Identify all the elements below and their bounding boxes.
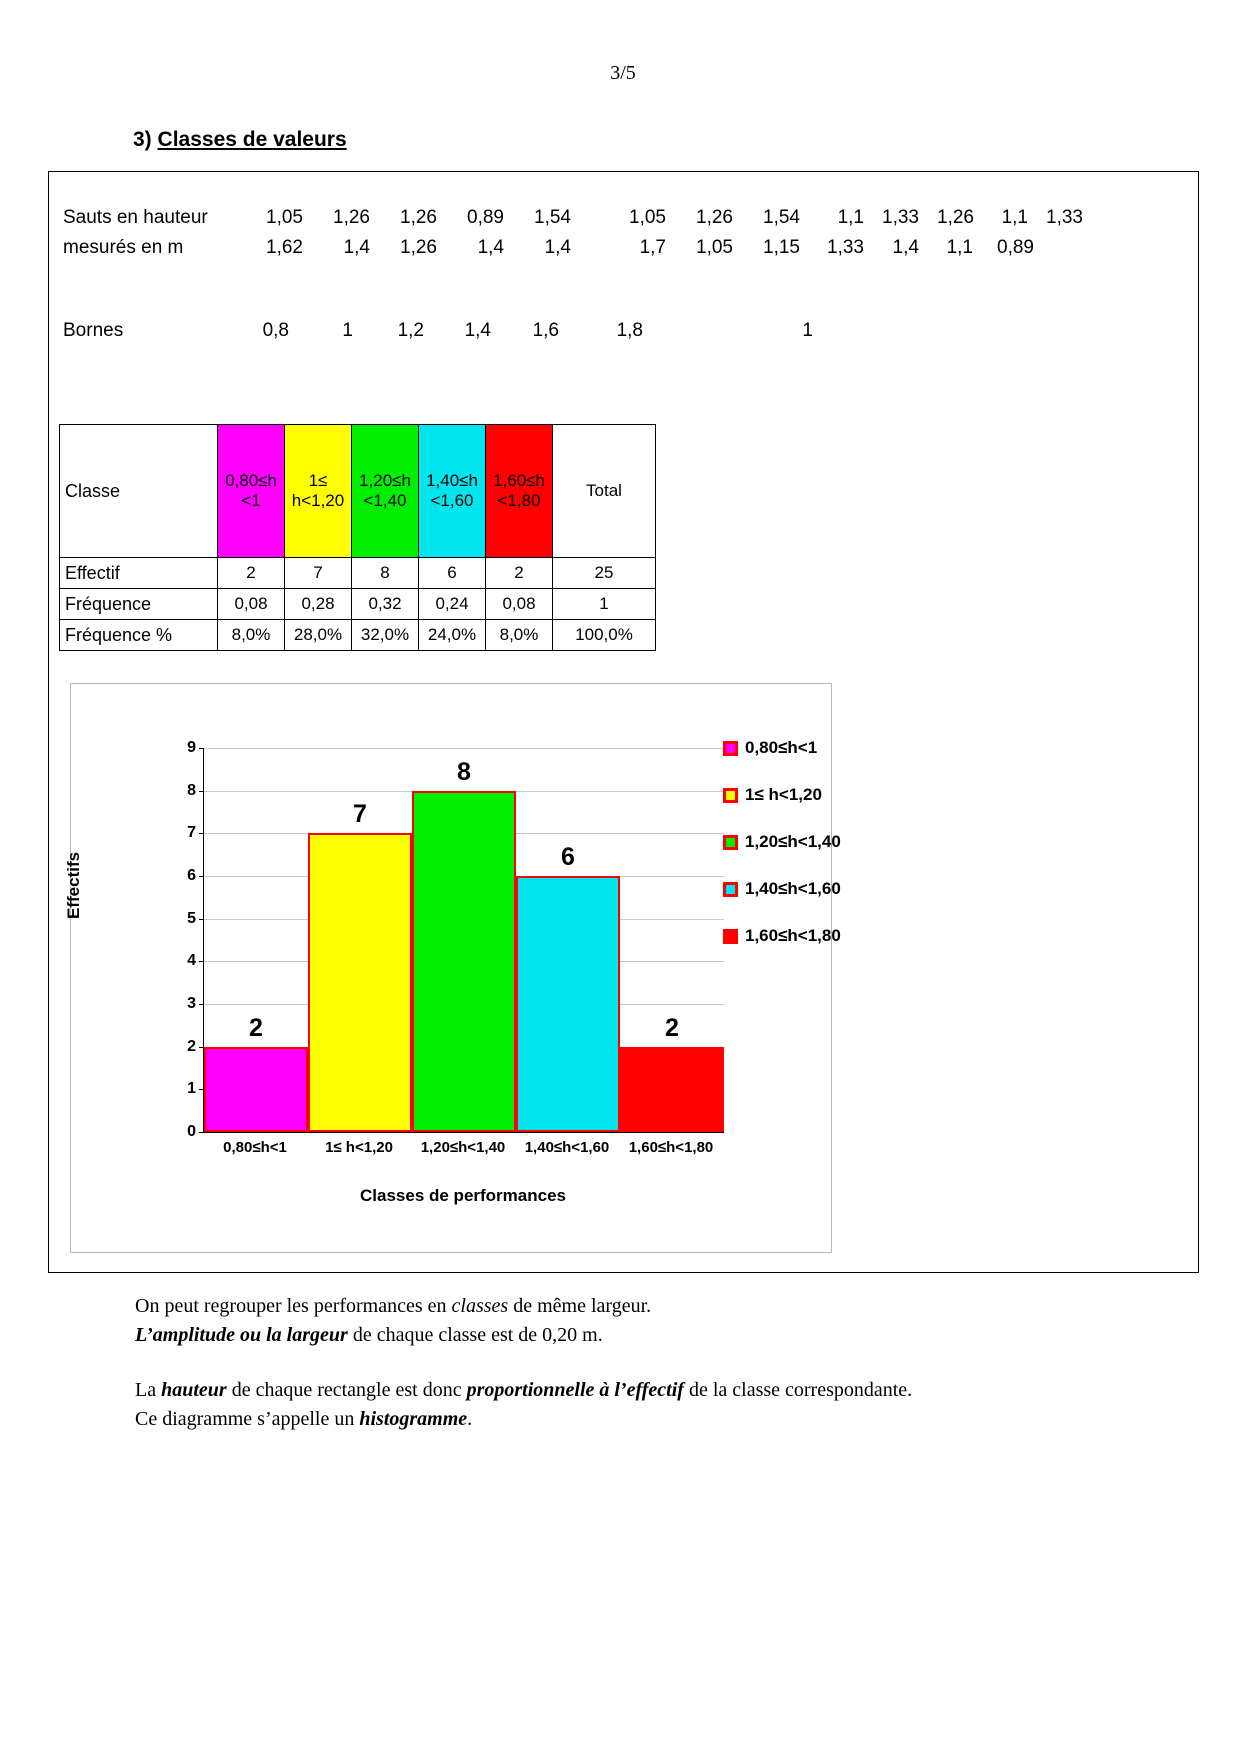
bar[interactable] — [308, 833, 412, 1132]
raw-data-row-2-label: mesurés en m — [63, 237, 184, 258]
x-tick-label: 1,20≤h<1,40 — [420, 1139, 506, 1156]
bars-group — [204, 748, 724, 1132]
legend-label: 1,60≤h<1,80 — [745, 926, 841, 945]
raw-value: 1,26 — [333, 207, 370, 228]
effectif-cell: 6 — [419, 558, 486, 589]
legend-label: 1,40≤h<1,60 — [745, 879, 841, 898]
x-axis-title: Classes de performances — [360, 1186, 566, 1205]
row-label-frequence: Fréquence — [60, 589, 218, 620]
class-range-line1: 0,80≤h — [225, 471, 277, 491]
bornes-value: 1,4 — [464, 320, 491, 341]
bornes-value: 1,8 — [616, 320, 643, 341]
frequence-cell: 0,28 — [285, 589, 352, 620]
bornes-value: 1,2 — [397, 320, 424, 341]
legend-label: 0,80≤h<1 — [745, 738, 818, 757]
raw-value: 1,54 — [763, 207, 800, 228]
effectif-total: 25 — [553, 558, 656, 589]
frequence-pct-cell: 24,0% — [419, 620, 486, 651]
prose-text: Ce diagramme s’appelle un — [135, 1408, 360, 1430]
legend-item[interactable] — [723, 785, 923, 832]
raw-value: 1,4 — [477, 237, 504, 258]
raw-value: 1,15 — [763, 237, 800, 258]
bar[interactable] — [620, 1047, 724, 1132]
table-row-frequence-pct — [60, 620, 656, 651]
raw-value: 1,33 — [1046, 207, 1083, 228]
prose-text: de la classe correspondante. — [683, 1379, 913, 1401]
class-range-line2: h<1,20 — [291, 491, 345, 510]
bornes-value: 1 — [342, 320, 353, 341]
frequence-pct-cell: 32,0% — [352, 620, 419, 651]
class-header-cell — [285, 425, 352, 558]
raw-value: 1,1 — [946, 237, 973, 258]
x-tick-label: 1,40≤h<1,60 — [524, 1139, 610, 1156]
prose-text: de chaque classe est de 0,20 m. — [347, 1324, 603, 1346]
bornes-row — [63, 320, 1193, 350]
classes-table — [59, 424, 656, 651]
class-range-line2: <1 — [241, 491, 261, 510]
raw-value: 1,4 — [544, 237, 571, 258]
prose-line-3 — [135, 1376, 1135, 1405]
frequence-pct-cell: 8,0% — [486, 620, 553, 651]
y-tick-label: 3 — [187, 995, 196, 1012]
raw-value: 1,26 — [937, 207, 974, 228]
section-number: 3) — [133, 128, 152, 151]
class-header-cell — [486, 425, 553, 558]
prose-spacer — [135, 1350, 1135, 1376]
frequence-pct-total: 100,0% — [553, 620, 656, 651]
legend-label: 1≤ h<1,20 — [745, 785, 822, 804]
bar[interactable] — [204, 1047, 308, 1132]
prose-line-1 — [135, 1292, 1135, 1321]
class-range-line2: <1,80 — [497, 491, 541, 510]
raw-value: 0,89 — [997, 237, 1034, 258]
table-row-classe — [60, 425, 656, 558]
effectif-cell: 7 — [285, 558, 352, 589]
raw-value: 1,33 — [827, 237, 864, 258]
chart-legend — [723, 738, 923, 973]
row-label-classe: Classe — [60, 425, 218, 558]
bar-value-label: 8 — [457, 757, 471, 786]
class-range-line2: <1,60 — [430, 491, 474, 510]
prose-emph: histogramme — [359, 1408, 468, 1430]
row-label-effectif: Effectif — [60, 558, 218, 589]
frequence-cell: 0,32 — [352, 589, 419, 620]
class-header-cell — [352, 425, 419, 558]
prose-text: de même largeur. — [508, 1295, 652, 1317]
bar-value-label: 2 — [249, 1013, 263, 1042]
legend-swatch-icon — [723, 835, 738, 850]
frequence-pct-cell: 28,0% — [285, 620, 352, 651]
prose-text: La — [135, 1379, 162, 1401]
legend-swatch-icon — [723, 741, 738, 756]
legend-item[interactable] — [723, 926, 923, 973]
plot-area — [187, 739, 724, 1140]
raw-value: 1,26 — [400, 207, 437, 228]
raw-value: 1,33 — [882, 207, 919, 228]
raw-value: 1,05 — [629, 207, 666, 228]
effectif-cell: 2 — [486, 558, 553, 589]
y-tick-label: 7 — [187, 824, 196, 842]
raw-value: 1,54 — [534, 207, 571, 228]
bar[interactable] — [412, 791, 516, 1132]
prose-emph: proportionnelle à l’effectif — [466, 1379, 684, 1401]
legend-item[interactable] — [723, 879, 923, 926]
explanatory-text — [135, 1292, 1135, 1434]
bornes-value: 1,6 — [532, 320, 559, 341]
raw-data-row-1 — [63, 207, 1193, 237]
table-row-effectif — [60, 558, 656, 589]
y-tick-mark — [199, 1132, 204, 1133]
raw-value: 1,1 — [1001, 207, 1028, 228]
y-tick-label: 6 — [187, 867, 196, 884]
x-tick-label: 0,80≤h<1 — [223, 1139, 287, 1156]
raw-value: 1,7 — [639, 237, 666, 258]
prose-text: On peut regrouper les performances en — [135, 1295, 452, 1317]
bornes-value: 0,8 — [262, 320, 289, 341]
class-header-cell — [419, 425, 486, 558]
class-range-line1: 1,40≤h — [426, 471, 478, 491]
y-tick-label: 5 — [187, 909, 196, 927]
effectif-cell: 8 — [352, 558, 419, 589]
legend-item[interactable] — [723, 832, 923, 879]
table-row-frequence — [60, 589, 656, 620]
class-range-line1: 1,60≤h — [493, 471, 545, 491]
prose-emph: hauteur — [161, 1379, 227, 1401]
raw-value: 1,1 — [837, 207, 864, 228]
legend-swatch-icon — [723, 882, 738, 897]
y-tick-label: 9 — [187, 739, 196, 756]
legend-label: 1,20≤h<1,40 — [745, 832, 841, 851]
raw-data-block — [63, 207, 1193, 267]
x-tick-label: 1≤ h<1,20 — [325, 1139, 393, 1156]
frequence-total: 1 — [553, 589, 656, 620]
bar-value-label: 6 — [561, 843, 575, 871]
bornes-value: 1 — [802, 320, 813, 341]
page-number: 3/5 — [610, 62, 636, 84]
class-header-cell — [218, 425, 285, 558]
class-range-line2: <1,40 — [363, 491, 407, 510]
x-tick-label: 1,60≤h<1,80 — [628, 1139, 714, 1156]
prose-text: de chaque rectangle est donc — [226, 1379, 467, 1401]
y-tick-label: 1 — [187, 1080, 196, 1098]
bornes-label: Bornes — [63, 320, 124, 341]
prose-emph: classes — [451, 1295, 509, 1317]
prose-emph: L’amplitude ou la largeur — [135, 1324, 348, 1346]
prose-line-4 — [135, 1405, 1135, 1434]
frequence-pct-cell: 8,0% — [218, 620, 285, 651]
class-range-line1: 1,20≤h — [359, 471, 411, 491]
raw-value: 1,05 — [266, 207, 303, 228]
raw-value: 1,26 — [696, 207, 733, 228]
bar-value-label: 2 — [665, 1013, 679, 1042]
raw-value: 0,89 — [467, 207, 504, 228]
raw-value: 1,4 — [892, 237, 919, 258]
legend-item[interactable] — [723, 738, 923, 785]
row-label-frequence-pct: Fréquence % — [60, 620, 218, 651]
raw-value: 1,62 — [266, 237, 303, 258]
raw-value: 1,26 — [400, 237, 437, 258]
legend-swatch-icon — [723, 929, 738, 944]
raw-value: 1,4 — [343, 237, 370, 258]
effectif-cell: 2 — [218, 558, 285, 589]
y-tick-label: 0 — [187, 1123, 196, 1140]
y-axis-title: Effectifs — [64, 851, 83, 919]
bar-value-label: 7 — [353, 800, 367, 829]
raw-value: 1,05 — [696, 237, 733, 258]
raw-data-row-1-label: Sauts en hauteur — [63, 207, 208, 228]
prose-text: . — [467, 1408, 473, 1430]
class-range-line1: 1≤ — [308, 471, 328, 491]
section-title-text: Classes de valeurs — [157, 128, 347, 151]
frequence-cell: 0,08 — [486, 589, 553, 620]
raw-data-row-2 — [63, 237, 1193, 267]
content-frame — [48, 171, 1199, 1273]
total-header: Total — [553, 425, 656, 558]
frequence-cell: 0,24 — [419, 589, 486, 620]
histogram-chart — [64, 683, 841, 1253]
y-tick-label: 2 — [187, 1037, 196, 1055]
frequence-cell: 0,08 — [218, 589, 285, 620]
bar[interactable] — [516, 876, 620, 1132]
x-axis-tick-labels — [203, 1139, 723, 1161]
y-tick-label: 4 — [187, 952, 196, 970]
page-title — [133, 128, 347, 152]
prose-line-2 — [135, 1321, 1135, 1350]
legend-swatch-icon — [723, 788, 738, 803]
y-tick-label: 8 — [187, 781, 196, 799]
